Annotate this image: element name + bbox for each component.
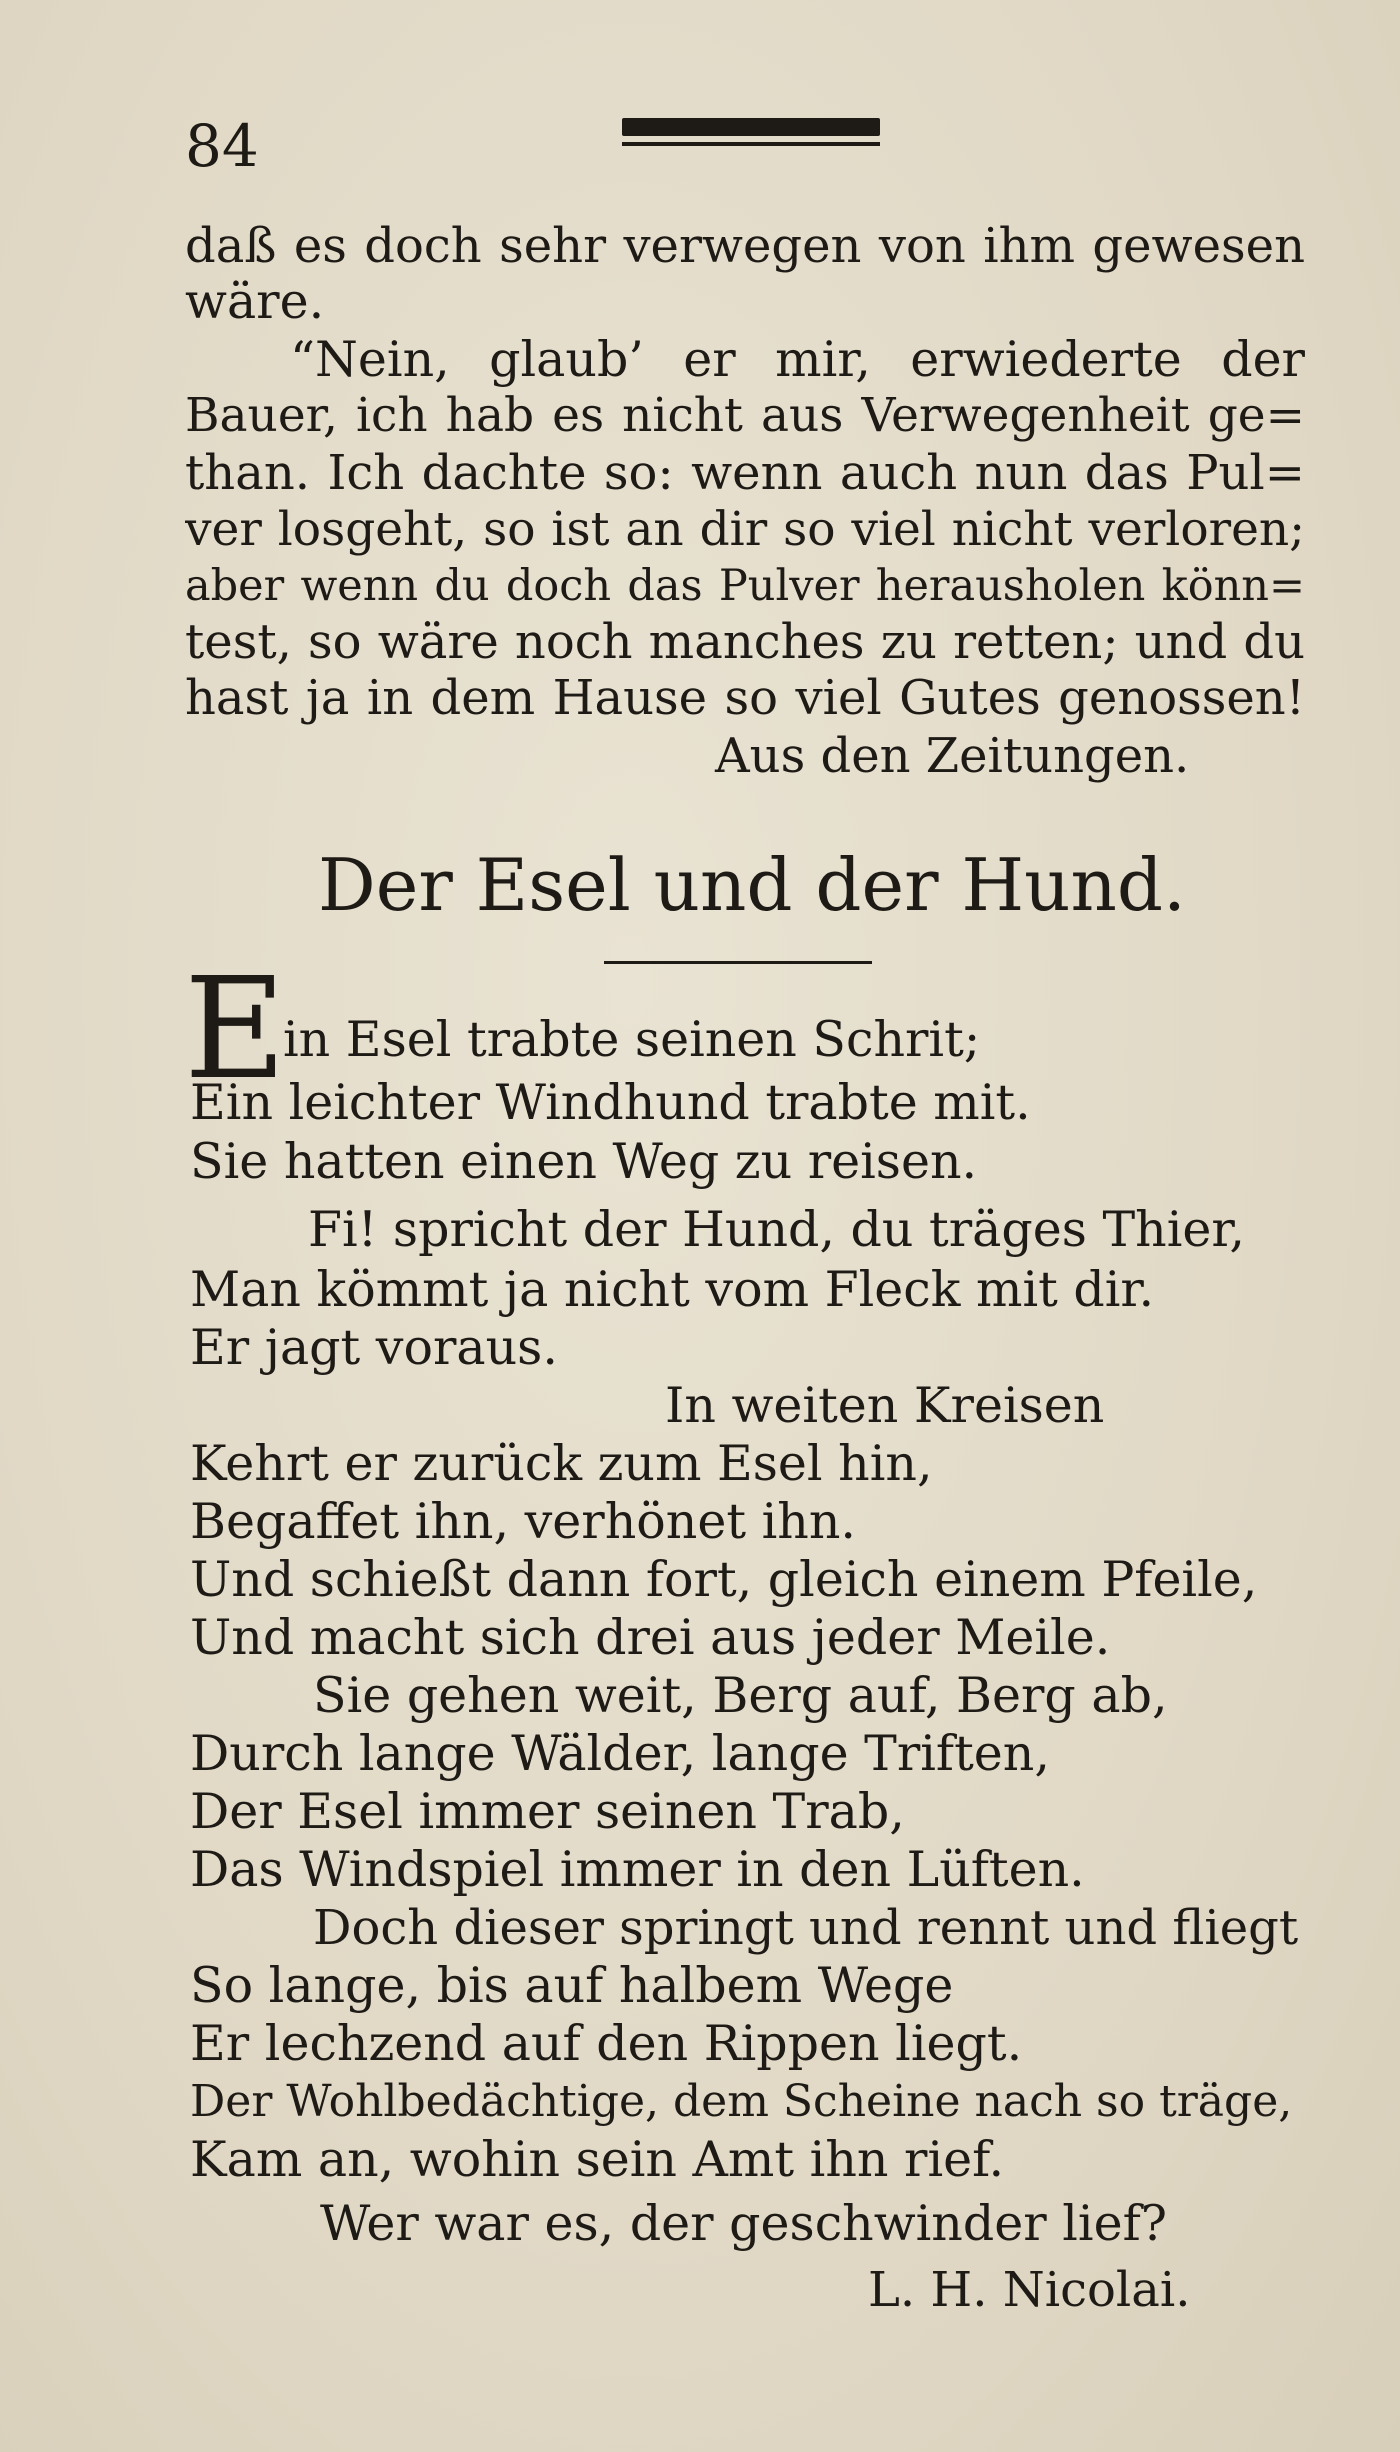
page-number: 84: [185, 112, 259, 180]
poem-line: In weiten Kreisen: [665, 1377, 1105, 1434]
poem-line: Ein leichter Windhund trabte mit.: [190, 1074, 1031, 1131]
poem-line: Durch lange Wälder, lange Triften,: [190, 1725, 1050, 1782]
prose-line: daß es doch sehr verwegen von ihm gewesen: [185, 218, 1305, 274]
prose-line: hast ja in dem Hause so viel Gutes genossen!: [185, 670, 1305, 726]
poem-line: in Esel trabte seinen Schrit;: [283, 1011, 981, 1068]
poem-line: Er lechzend auf den Rippen liegt.: [190, 2015, 1023, 2072]
poem-line: So lange, bis auf halbem Wege: [190, 1957, 954, 2014]
poem-line: Sie hatten einen Weg zu reisen.: [190, 1133, 978, 1190]
poem-line: Und macht sich drei aus jeder Meile.: [190, 1609, 1111, 1666]
poem-line: Wer war es, der geschwinder lief?: [320, 2195, 1167, 2252]
prose-line: ver losgeht, so ist an dir so viel nicht verloren;: [185, 502, 1305, 557]
poem-line: Der Esel immer seinen Trab,: [190, 1783, 905, 1840]
prose-line: than. Ich dachte so: wenn auch nun das Pul=: [185, 445, 1305, 501]
poem-title: Der Esel und der Hund.: [318, 843, 1186, 927]
poem-line: Das Windspiel immer in den Lüften.: [190, 1841, 1085, 1898]
prose-line: test, so wäre noch manches zu retten; und du: [185, 614, 1305, 670]
header-rule: [622, 118, 880, 148]
prose-line: “Nein, glaub’ er mir, erwiederte der: [290, 332, 1305, 388]
title-rule: [604, 961, 872, 964]
poem-line: Und schießt dann fort, gleich einem Pfeile,: [190, 1551, 1258, 1608]
author-signature: L. H. Nicolai.: [868, 2262, 1191, 2318]
poem-line: Der Wohlbedächtige, dem Scheine nach so träge,: [190, 2076, 1293, 2127]
drop-cap: E: [184, 948, 287, 1111]
poem-line: Doch dieser springt und rennt und fliegt: [313, 1900, 1299, 1956]
poem-line: Man kömmt ja nicht vom Fleck mit dir.: [190, 1261, 1155, 1318]
poem-line: Kehrt er zurück zum Esel hin,: [190, 1435, 933, 1492]
prose-line: wäre.: [185, 273, 325, 330]
prose-line: aber wenn du doch das Pulver herausholen könn=: [185, 561, 1305, 611]
poem-line: Sie gehen weit, Berg auf, Berg ab,: [313, 1667, 1168, 1724]
poem-line: Kam an, wohin sein Amt ihn rief.: [190, 2131, 1005, 2188]
prose-line: Bauer, ich hab es nicht aus Verwegenheit ge=: [185, 388, 1305, 443]
poem-line: Begaffet ihn, verhönet ihn.: [190, 1493, 856, 1550]
poem-line: Er jagt voraus.: [190, 1319, 558, 1376]
poem-line: Fi! spricht der Hund, du träges Thier,: [308, 1201, 1245, 1258]
source-signature: Aus den Zeitungen.: [715, 728, 1190, 784]
